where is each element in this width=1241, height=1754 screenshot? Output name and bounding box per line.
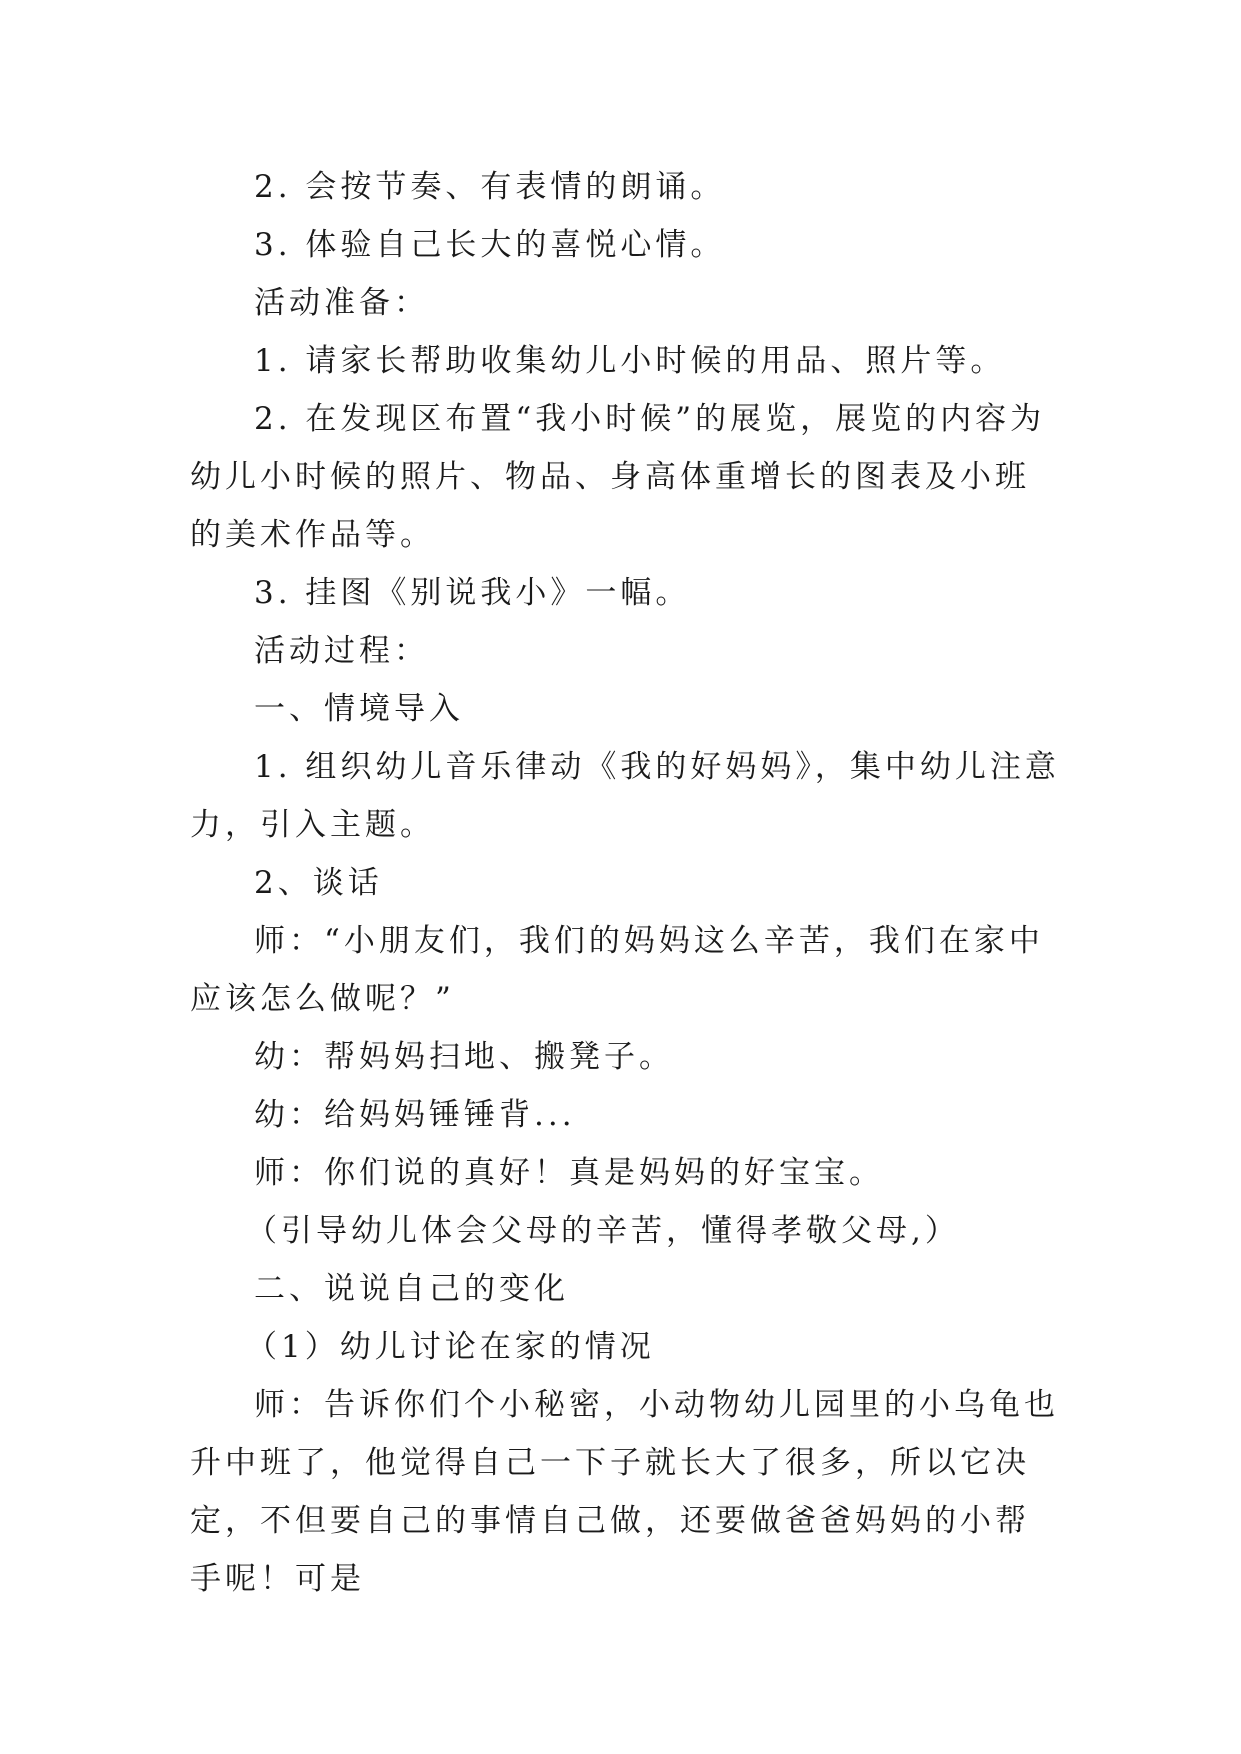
paragraph-7: 活动过程： (254, 633, 429, 669)
paragraph-11: 师：“小朋友们，我们的妈妈这么辛苦，我们在家中应该怎么做呢？” (190, 923, 1044, 1017)
paragraph-12: 幼：帮妈妈扫地、搬凳子。 (254, 1039, 674, 1075)
paragraph-18: 师：告诉你们个小秘密，小动物幼儿园里的小乌龟也升中班了，他觉得自己一下子就长大了很多，所以它决定，不但要自己的事情自己做，还要做爸爸妈妈的小帮手呢！可是 (190, 1387, 1059, 1597)
paragraph-4: 1. 请家长帮助收集幼儿小时候的用品、照片等。 (254, 343, 1006, 379)
paragraph-17: （1）幼儿讨论在家的情况 (246, 1329, 655, 1365)
paragraph-5: 2. 在发现区布置“我小时候”的展览，展览的内容为幼儿小时候的照片、物品、身高体重增长的图表及小班的美术作品等。 (190, 401, 1046, 553)
paragraph-6: 3. 挂图《别说我小》一幅。 (254, 575, 691, 611)
paragraph-15: （引导幼儿体会父母的辛苦，懂得孝敬父母,） (246, 1213, 960, 1249)
paragraph-16: 二、说说自己的变化 (254, 1271, 569, 1307)
paragraph-3: 活动准备： (254, 285, 429, 321)
paragraph-10: 2、谈话 (254, 865, 383, 901)
paragraph-14: 师：你们说的真好！真是妈妈的好宝宝。 (254, 1155, 884, 1191)
paragraph-13: 幼：给妈妈锤锤背... (254, 1097, 576, 1133)
paragraph-9: 1. 组织幼儿音乐律动《我的好妈妈》，集中幼儿注意力，引入主题。 (190, 749, 1060, 843)
paragraph-2: 3. 体验自己长大的喜悦心情。 (254, 227, 726, 263)
document-body (190, 158, 1060, 1608)
paragraph-1: 2. 会按节奏、有表情的朗诵。 (254, 169, 726, 205)
paragraph-8: 一、情境导入 (254, 691, 464, 727)
